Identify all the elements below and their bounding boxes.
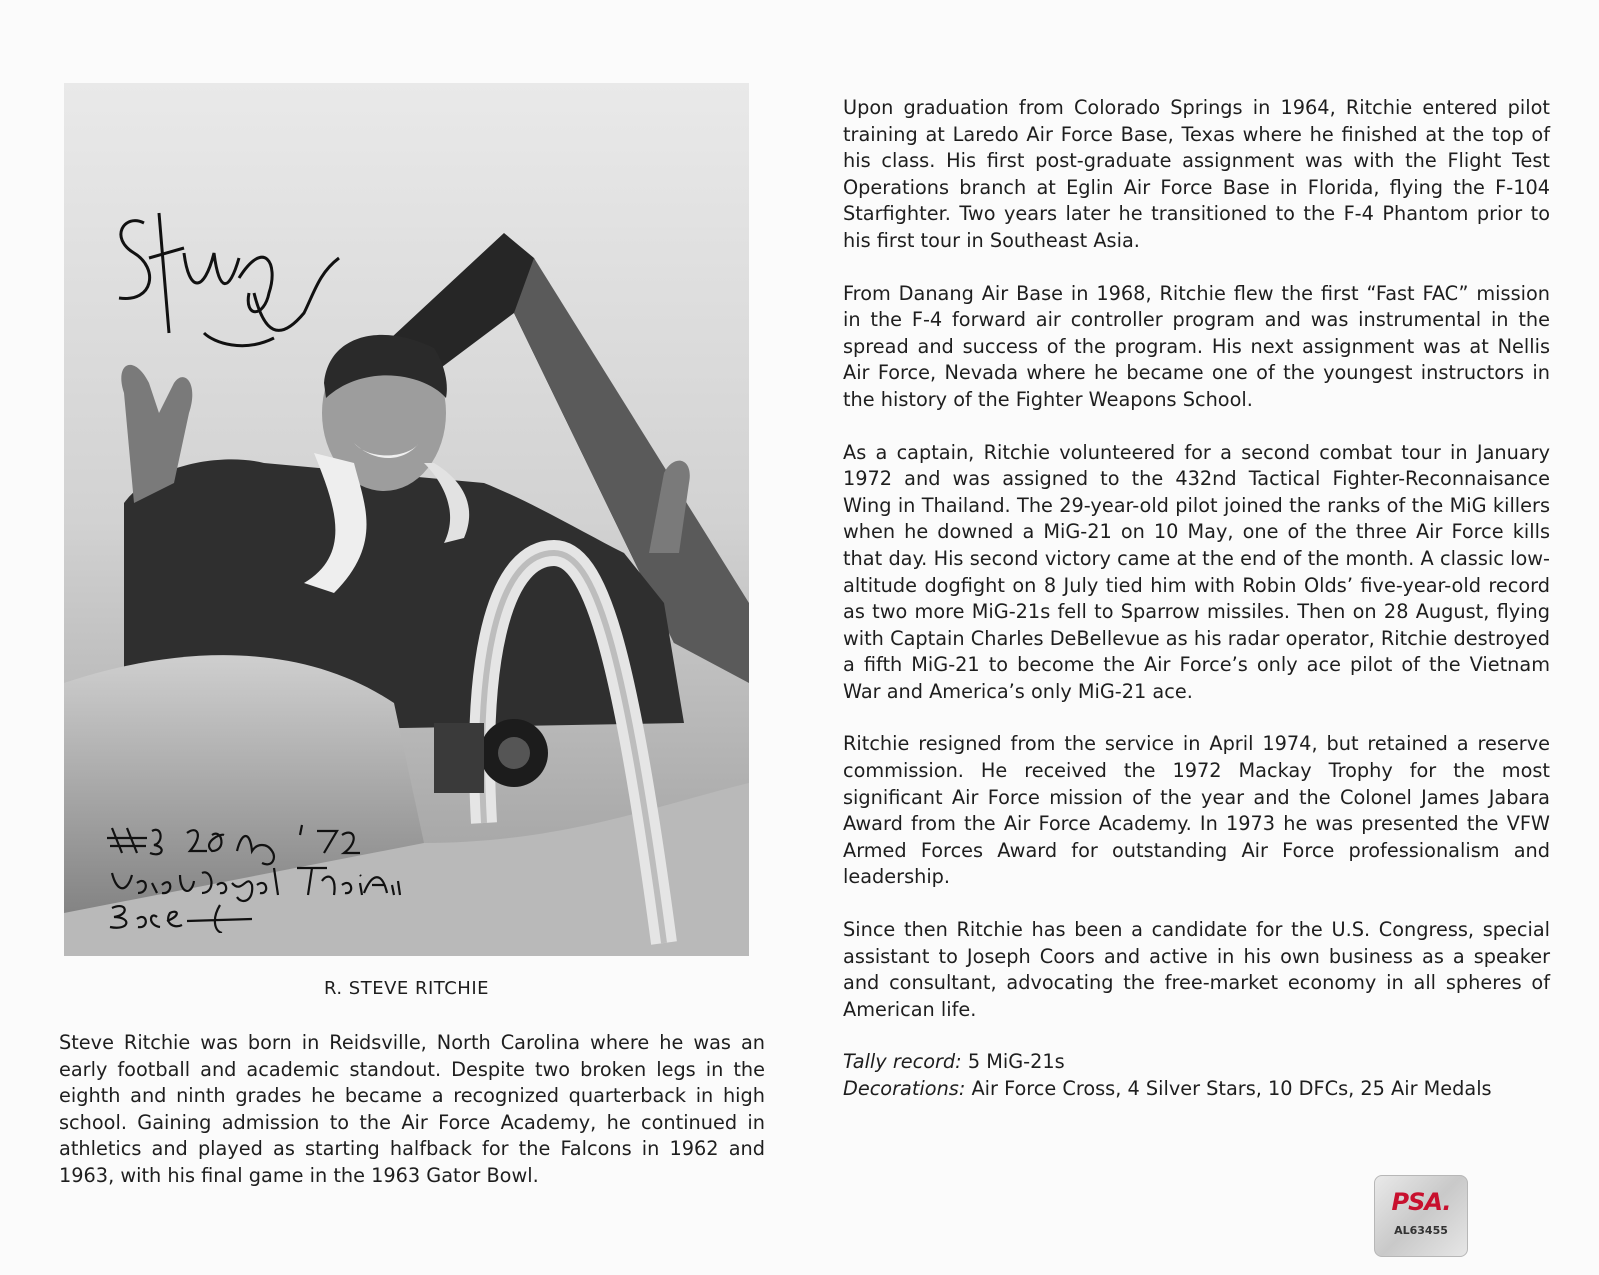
biography-intro-paragraph: Steve Ritchie was born in Reidsville, North Carolina where he was an early football and academic standout. Despite two broken legs in the eighth and ninth grades he became a recognized quarterback in high school. Gaining admission to the Air Force Academy, he continued in athletics and played as starting halfback for the Falcons in 1962 and 1963, with his final game in the 1963 Gator Bowl. [59, 1031, 765, 1187]
photo-caption: R. STEVE RITCHIE [323, 978, 490, 999]
paragraph-danang: From Danang Air Base in 1968, Ritchie flew the first “Fast FAC” mission in the F-4 forward air controller program and was instrumental in the spread and success of the program. His next assignment was at Nellis Air Force, Nevada where he became one of the youngest instructors in the history of the Fighter Weapons School. [843, 281, 1550, 411]
decorations-value: Air Force Cross, 4 Silver Stars, 10 DFCs, 25 Air Medals [971, 1077, 1492, 1100]
tally-label: Tally record: [843, 1050, 962, 1074]
biography-right-column [843, 95, 1550, 1103]
paragraph-graduation: Upon graduation from Colorado Springs in 1964, Ritchie entered pilot training at Laredo Air Force Base, Texas where he finished at the top of his class. His first post-graduate assignment was with the Flight Test Operations branch at Eglin Air Force Base in Florida, flying the F-104 Starfighter. Two years later he transitioned to the F-4 Phantom prior to his first tour in Southeast Asia. [843, 96, 1550, 252]
pilot-photo [64, 83, 749, 956]
autograph-signature [104, 143, 344, 353]
decorations-label: Decorations: [843, 1077, 966, 1100]
handwritten-inscription [102, 813, 402, 933]
psa-logo: PSA. [1391, 1188, 1451, 1216]
tally-record [843, 1049, 1550, 1076]
tally-value: 5 MiG-21s [967, 1050, 1065, 1074]
paragraph-resignation: Ritchie resigned from the service in April 1974, but retained a reserve commission. He received the 1972 Mackay Trophy for the most significant Air Force mission of the year and the Colonel James Jabara Award from the Air Force Academy. In 1973 he was presented the VFW Armed Forces Award for outstanding Air Force professionalism and leadership. [843, 732, 1550, 889]
psa-cert-number: AL63455 [1394, 1224, 1448, 1237]
psa-authentication-sticker [1374, 1175, 1468, 1257]
paragraph-combat-tour: As a captain, Ritchie volunteered for a second combat tour in January 1972 and was assigned to the 432nd Tactical Fighter-Reconnaisance Wing in Thailand. The 29-year-old pilot joined the ranks of the MiG killers when he downed a MiG-21 on 10 May, one of the three Air Force kills that day. His second victory came at the end of the month. A classic low-altitude dogfight on 8 July tied him with Robin Olds’ five-year-old record as two more MiG-21s fell to Sparrow missiles. Then on 28 August, flying with Captain Charles DeBellevue as his radar operator, Ritchie destroyed a fifth MiG-21 to become the Air Force’s only ace pilot of the Vietnam War and America’s only MiG-21 ace. [843, 440, 1550, 703]
paragraph-later-career: Since then Ritchie has been a candidate for the U.S. Congress, special assistant to Joseph Coors and active in his own business as a speaker and consultant, advocating the free-market economy in all spheres of American life. [843, 918, 1550, 1021]
decorations-record [843, 1076, 1550, 1103]
